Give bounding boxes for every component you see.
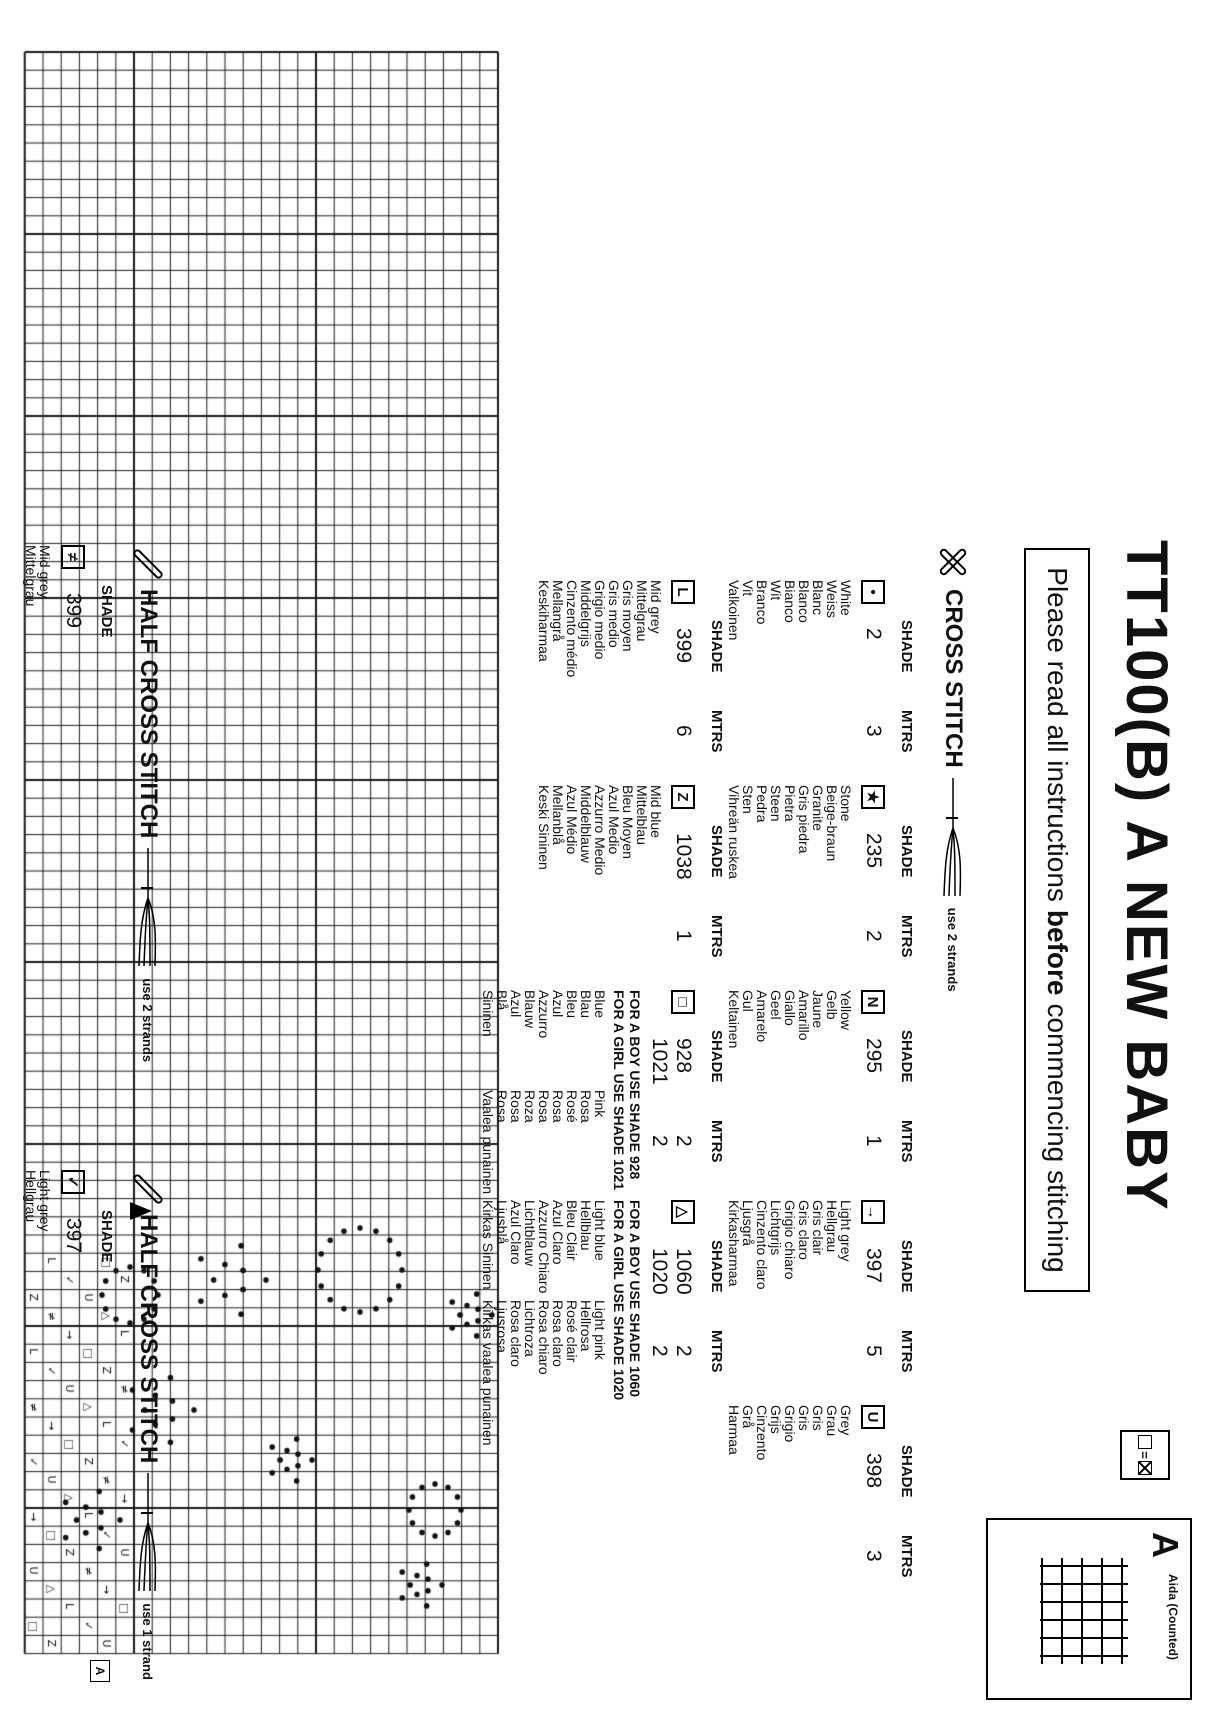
color-name: Bleu Clair: [564, 1200, 580, 1261]
half-cross-stitch-heading: [131, 545, 165, 1062]
color-name-list: [537, 785, 663, 875]
shade-number: 1038: [672, 833, 695, 880]
color-name: Rosa: [578, 1090, 594, 1123]
color-name: Geel: [768, 990, 784, 1020]
meters-value: 5: [862, 1345, 885, 1357]
strands-note: use 2 strands: [140, 978, 156, 1063]
color-name: Grey: [838, 1405, 854, 1436]
color-name: Azul: [550, 990, 566, 1018]
symbol-swatch: U: [861, 1405, 885, 1429]
color-name: Gris moyen: [620, 580, 636, 652]
mtrs-header: MTRS: [898, 1535, 915, 1578]
color-name: Cinzento claro: [754, 1200, 770, 1290]
color-name: Mittelgrau: [634, 580, 650, 642]
color-name: Jaune: [810, 990, 826, 1029]
color-name: Sten: [740, 785, 756, 814]
color-name: Vihreän ruskea: [726, 785, 742, 879]
strands-note: use 1 strand: [140, 1603, 156, 1680]
symbol-swatch: •: [861, 580, 885, 604]
shade-header: SHADE: [98, 585, 115, 638]
symbol-swatch: ≠: [61, 545, 85, 569]
color-name: Grigio: [782, 1405, 798, 1443]
color-name: Rosa: [508, 1090, 524, 1123]
meters-value: 3: [862, 725, 885, 737]
shade-header: SHADE: [898, 1445, 915, 1498]
shade-header: SHADE: [708, 1030, 725, 1083]
color-name: Keltainen: [726, 990, 742, 1049]
color-name: Keskiharmaa: [536, 580, 552, 662]
color-name: Rosa: [536, 1090, 552, 1123]
aida-weave-icon: [1038, 1554, 1132, 1668]
color-name: Rosé: [564, 1090, 580, 1123]
shade-number: 1060: [672, 1248, 695, 1295]
color-name: Grau: [824, 1405, 840, 1437]
meters-value-alt: 2: [648, 1135, 671, 1147]
color-name: White: [838, 580, 854, 616]
color-name-list: [727, 580, 853, 640]
cross-stitch-icon: [936, 545, 970, 579]
color-name: Amarillo: [796, 990, 812, 1041]
color-name: Azzurro: [536, 990, 552, 1039]
symbol-swatch: N: [861, 990, 885, 1014]
half-stitch-icon: [131, 1170, 165, 1204]
color-name: Giallo: [782, 990, 798, 1026]
color-name: Amarelo: [754, 990, 770, 1043]
color-name: Yellow: [838, 990, 854, 1030]
color-name: Blau: [578, 990, 594, 1019]
mtrs-header: MTRS: [708, 1330, 725, 1373]
color-name: Kirkas vaalea punainen: [480, 1300, 496, 1446]
meters-value: 2: [672, 1135, 695, 1147]
color-name: Mid grey: [648, 580, 664, 634]
page-title: TT100(B) A NEW BABY: [1114, 540, 1179, 1212]
color-name: Light grey: [37, 1170, 53, 1232]
shade-header: SHADE: [708, 1240, 725, 1293]
color-name: Beige-braun: [824, 785, 840, 862]
color-name-list: [481, 1200, 607, 1293]
color-name: Grijs: [768, 1405, 784, 1434]
color-name: Grigio chiaro: [782, 1200, 798, 1280]
color-name: Mid blue: [648, 785, 664, 838]
color-name: Azul Médio: [564, 785, 580, 855]
color-name: Hellgrau: [23, 1170, 39, 1223]
shade-header: SHADE: [98, 1210, 115, 1263]
instruction-text: Please read all instructions: [1042, 567, 1073, 902]
color-name: Lichtblauw: [522, 1200, 538, 1267]
color-name: Grigio medio: [592, 580, 608, 660]
note-line: FOR A GIRL USE SHADE 1020: [611, 1200, 627, 1401]
color-name: Gris piedra: [796, 785, 812, 854]
color-name: Blauw: [522, 990, 538, 1029]
shade-number: 928: [672, 1038, 695, 1074]
shade-header: SHADE: [898, 1240, 915, 1293]
cross-square-icon: [1138, 1461, 1152, 1475]
color-name: Valkoinen: [726, 580, 742, 641]
shade-number: 397: [862, 1248, 885, 1284]
shade-number: 399: [672, 628, 695, 664]
color-name-list: [481, 990, 607, 1038]
color-name: Hellgrau: [824, 1200, 840, 1253]
color-name-list-alt: [481, 1090, 607, 1194]
shade-number: 295: [862, 1038, 885, 1074]
cross-stitch-heading: CROSS STITCH use 2 strands: [936, 545, 970, 992]
color-name: Branco: [754, 580, 770, 625]
mtrs-header: MTRS: [708, 1120, 725, 1163]
color-name: Mid grey: [37, 545, 53, 599]
square-icon: [1138, 1435, 1152, 1449]
color-name: Blå: [494, 990, 510, 1011]
instruction-box: [1024, 548, 1090, 1292]
boy-girl-note: [611, 990, 643, 1190]
stitch-legend: =: [1120, 1430, 1170, 1480]
color-name: Azul Claro: [550, 1200, 566, 1265]
half-cross-stitch-title: HALF CROSS STITCH: [135, 1214, 162, 1464]
meters-value: 1: [672, 930, 695, 942]
color-name: Hellblau: [578, 1200, 594, 1251]
stitch-chart-grid: [10, 0, 510, 1726]
color-name: Blanco: [796, 580, 812, 623]
color-name: Weiss: [824, 580, 840, 618]
color-name: Pietra: [782, 785, 798, 822]
color-name: Azzurro Medio: [592, 785, 608, 876]
color-name: Wit: [768, 580, 784, 601]
shade-number: 398: [862, 1453, 885, 1489]
fabric-name: Aida (Counted): [1166, 1574, 1180, 1661]
meters-value: 2: [862, 930, 885, 942]
half-cross-stitch-title: HALF CROSS STITCH: [135, 589, 162, 839]
mtrs-header: MTRS: [708, 915, 725, 958]
half-stitch-icon: [131, 545, 165, 579]
color-name: Pink: [592, 1090, 608, 1118]
shade-number: 235: [862, 833, 885, 869]
color-name: Bleu: [564, 990, 580, 1019]
color-name: Kirkasharmaa: [726, 1200, 742, 1287]
shade-number: 397: [62, 1218, 85, 1254]
note-line: FOR A BOY USE SHADE 1060: [627, 1200, 643, 1398]
color-name: Sininen: [480, 990, 496, 1037]
color-name: Rosa: [550, 1090, 566, 1123]
color-name: Ljusblå: [494, 1200, 510, 1245]
color-name-list: [537, 580, 663, 677]
meters-value-alt: 2: [648, 1345, 671, 1357]
color-name: Blue: [592, 990, 608, 1019]
instruction-emphasis: before: [1042, 909, 1073, 996]
color-name: Middelblauw: [578, 785, 594, 863]
color-name-list: [24, 545, 52, 606]
mtrs-header: MTRS: [898, 710, 915, 753]
meters-value: 6: [672, 725, 695, 737]
thread-icon: [137, 848, 159, 968]
color-name: Gelb: [824, 990, 840, 1020]
fabric-letter: A: [1145, 1532, 1186, 1558]
mtrs-header: MTRS: [898, 915, 915, 958]
color-name: Gris: [810, 1405, 826, 1431]
color-name: Rosa claro: [508, 1300, 524, 1367]
color-name-list: [727, 1405, 853, 1460]
color-name: Gris claro: [796, 1200, 812, 1260]
symbol-swatch: ✓: [61, 1170, 85, 1194]
instruction-text-end: commencing stitching: [1042, 1003, 1073, 1273]
color-name: Mellangrå: [550, 580, 566, 642]
color-name: Steen: [768, 785, 784, 822]
mtrs-header: MTRS: [708, 710, 725, 753]
color-name: Mellanblå: [550, 785, 566, 845]
symbol-swatch: □: [671, 990, 695, 1014]
color-name: Rosa: [494, 1090, 510, 1123]
meters-value: 2: [672, 1345, 695, 1357]
symbol-swatch: ★: [861, 785, 885, 809]
color-name: Middelgrijs: [578, 580, 594, 647]
shade-header: SHADE: [898, 825, 915, 878]
color-name-list: [727, 990, 853, 1048]
color-name: Light pink: [592, 1300, 608, 1360]
color-name: Mittelblau: [634, 785, 650, 845]
color-name: Azzurro Chiaro: [536, 1200, 552, 1294]
color-name: Bianco: [782, 580, 798, 623]
color-name: Azul Medio: [606, 785, 622, 855]
meters-value: 3: [862, 1550, 885, 1562]
color-name: Cinzento: [754, 1405, 770, 1461]
color-name: Stone: [838, 785, 854, 822]
color-name: Roza: [522, 1090, 538, 1123]
color-name: Vaalea punainen: [480, 1090, 496, 1195]
note-line: FOR A GIRL USE SHADE 1021: [611, 990, 627, 1191]
color-name: Keski Sininen: [536, 785, 552, 870]
color-name: Vit: [740, 580, 756, 597]
color-name: Granite: [810, 785, 826, 831]
color-name: Grå: [740, 1405, 756, 1429]
meters-value: 1: [862, 1135, 885, 1147]
color-name-list: [24, 1170, 52, 1231]
color-name: Hellrosa: [578, 1300, 594, 1352]
color-name: Azul Claro: [508, 1200, 524, 1265]
color-name: Bleu Moyen: [620, 785, 636, 859]
color-name: Gul: [740, 990, 756, 1012]
shade-number: 399: [62, 593, 85, 629]
color-name: Lichtgrijs: [768, 1200, 784, 1256]
symbol-swatch: L: [671, 580, 695, 604]
thread-icon: [137, 1473, 159, 1593]
half-cross-stitch-heading: [131, 1170, 165, 1680]
color-name: Gris medio: [606, 580, 622, 648]
shade-header: SHADE: [898, 620, 915, 673]
shade-number-alt: 1021: [648, 1038, 671, 1085]
color-name: Ljusgrå: [740, 1200, 756, 1246]
fabric-box: [986, 1518, 1192, 1700]
symbol-swatch: △: [671, 1200, 695, 1224]
boy-girl-note: [611, 1200, 643, 1400]
symbol-swatch: →: [861, 1200, 885, 1224]
color-name-list: [727, 785, 853, 879]
color-name: Azul: [508, 990, 524, 1018]
color-name: Cinzento médio: [564, 580, 580, 678]
color-name: Rosa claro: [550, 1300, 566, 1367]
color-name: Blanc: [810, 580, 826, 616]
shade-number: 2: [862, 628, 885, 640]
mtrs-header: MTRS: [898, 1330, 915, 1373]
color-name: Light blue: [592, 1200, 608, 1261]
color-name: Rosé clair: [564, 1300, 580, 1363]
shade-header: SHADE: [898, 1030, 915, 1083]
color-name: Rosa chiaro: [536, 1300, 552, 1375]
shade-header: SHADE: [708, 825, 725, 878]
thread-icon: [942, 778, 964, 898]
color-name: Ljusrosa: [494, 1300, 510, 1353]
note-line: FOR A BOY USE SHADE 928: [627, 990, 643, 1180]
color-name: Gris: [796, 1405, 812, 1431]
color-name: Lichtroza: [522, 1300, 538, 1357]
mtrs-header: MTRS: [898, 1120, 915, 1163]
color-name: Gris clair: [810, 1200, 826, 1256]
symbol-swatch: Z: [671, 785, 695, 809]
shade-header: SHADE: [708, 620, 725, 673]
color-name-list: [727, 1200, 853, 1290]
color-name: Harmaa: [726, 1405, 742, 1455]
color-name-list-alt: [481, 1300, 607, 1446]
color-name: Kirkas Sininen: [480, 1200, 496, 1290]
shade-number-alt: 1020: [648, 1248, 671, 1295]
chart-label: A: [90, 1660, 110, 1682]
color-name: Mittelgrau: [23, 545, 39, 607]
color-name: Pedra: [754, 785, 770, 823]
color-name: Light grey: [838, 1200, 854, 1262]
